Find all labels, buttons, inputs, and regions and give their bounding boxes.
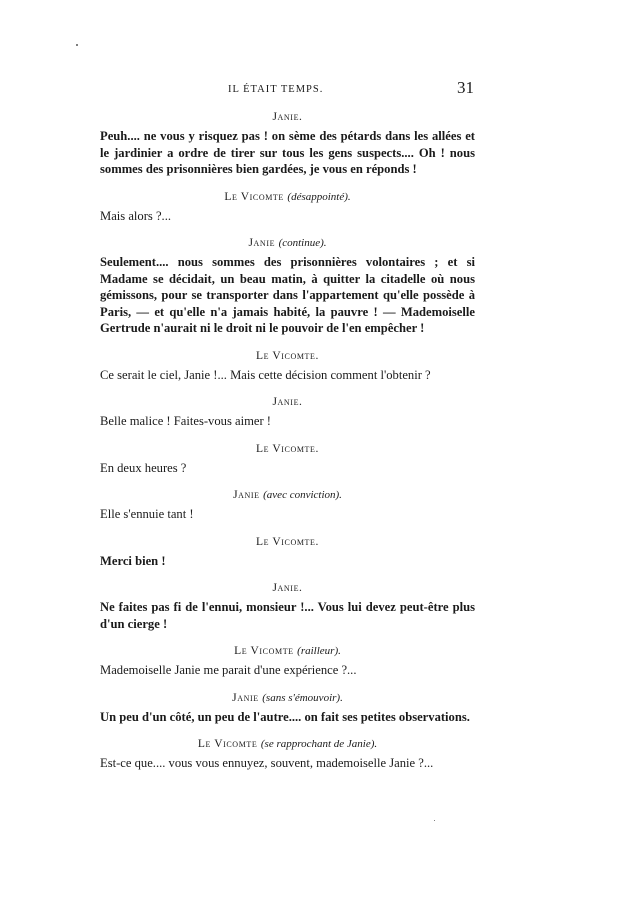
speaker-name: Janie xyxy=(232,691,259,704)
paper-speck xyxy=(434,820,435,821)
speaker-name: Le Vicomte. xyxy=(255,535,320,548)
dialogue-line: Mais alors ?... xyxy=(100,208,171,223)
speaker-name: Janie. xyxy=(272,582,303,594)
dialogue-line: Belle malice ! Faites-vous aimer ! xyxy=(100,414,272,428)
dialogue-line: Est-ce que.... vous vous ennuyez, souvent, mademoiselle Janie ?... xyxy=(100,756,434,770)
dialogue-line: Mademoiselle Janie me parait d'une expérience ?... xyxy=(100,663,357,677)
speaker-cue xyxy=(100,531,475,553)
stage-direction: (se rapprochant de Janie). xyxy=(260,738,378,750)
stage-direction: (railleur). xyxy=(297,645,341,657)
speaker-name: Janie. xyxy=(272,396,303,408)
stage-direction: (continue). xyxy=(278,237,327,249)
speaker-cue xyxy=(100,577,475,599)
speaker-cue xyxy=(100,484,475,506)
speaker-name: Le Vicomte. xyxy=(255,442,320,455)
play-dialogue xyxy=(100,106,475,780)
dialogue-line: Un peu d'un côté, un peu de l'autre.... on fait ses petites observations. xyxy=(100,709,470,724)
stage-direction: (désappointé). xyxy=(287,190,351,203)
page-number: 31 xyxy=(457,78,474,97)
dialogue-line: Peuh.... ne vous y risquez pas ! on sème des pétards dans les allées et le jardinier a ordre de tirer sur tous les gens suspects.... Oh ! nous sommes des prisonnières bien gardées, je vous en réponds ! xyxy=(100,129,475,176)
speaker-cue xyxy=(100,640,475,662)
speaker-cue xyxy=(100,687,475,709)
dialogue-line: Seulement.... nous sommes des prisonnières volontaires ; et si Madame se décidait, un beau matin, à quitter la citadelle où nous gémissons, pour se transporter dans l'appartement qu'elle possède à Paris, — et qu'elle n'a jamais habité, la pauvre ! — Mademoiselle Gertrude n'aurait ni le droit ni le pouvoir de l'en empêcher ! xyxy=(100,255,475,335)
speaker-name: Le Vicomte xyxy=(197,738,258,750)
page-header xyxy=(100,80,480,102)
speaker-name: Janie xyxy=(248,237,276,249)
dialogue-line: Elle s'ennuie tant ! xyxy=(100,507,194,521)
speaker-cue xyxy=(100,345,475,367)
speaker-cue xyxy=(100,232,475,254)
speaker-cue xyxy=(100,733,475,755)
running-head: IL ÉTAIT TEMPS. xyxy=(228,84,324,95)
stage-direction: (sans s'émouvoir). xyxy=(262,691,343,704)
speaker-name: Le Vicomte xyxy=(224,190,284,203)
speaker-cue xyxy=(100,186,475,208)
dialogue-line: Ne faites pas fi de l'ennui, monsieur !... Vous lui devez peut-être plus d'un cierge ! xyxy=(100,600,475,631)
speaker-name: Le Vicomte. xyxy=(255,349,320,362)
dialogue-line: Merci bien ! xyxy=(100,553,166,568)
paper-speck xyxy=(76,44,78,46)
speaker-name: Janie. xyxy=(272,111,303,123)
dialogue-line: Ce serait le ciel, Janie !... Mais cette décision comment l'obtenir ? xyxy=(100,367,431,382)
speaker-cue xyxy=(100,391,475,413)
speaker-cue xyxy=(100,106,475,128)
speaker-cue xyxy=(100,438,475,460)
stage-direction: (avec conviction). xyxy=(263,489,342,501)
dialogue-line: En deux heures ? xyxy=(100,460,187,475)
speaker-name: Le Vicomte xyxy=(234,645,294,657)
speaker-name: Janie xyxy=(233,489,260,501)
